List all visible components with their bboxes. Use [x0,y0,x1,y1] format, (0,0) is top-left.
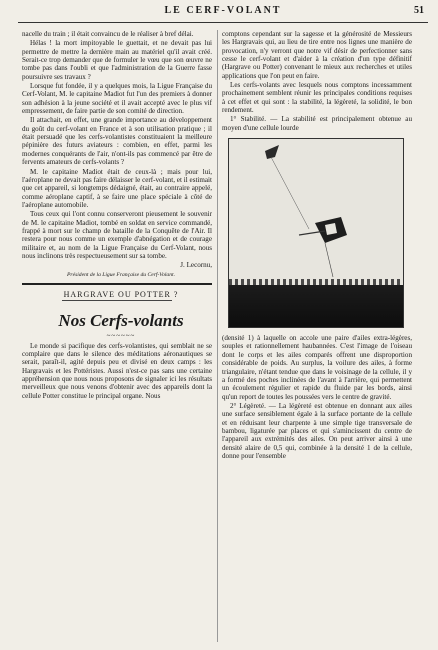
paragraph: 2° Légèreté. — La légèreté est obtenue en donnant aux ailes une surface sensiblement égale à la surface portante de la cellule et en réduisant leur charpente à une simple tige transversale de bambou, ligaturée par places et qui s'amincissent du centre de l'appareil aux extrémités des ailes. On peut arriver ainsi à une densité alaire de 0,5 qui, combinée à la densité 1 de la cellule, donne pour l'ensemble [222,401,412,460]
column-divider [217,30,218,642]
main-kite-cell [325,223,337,235]
ground [229,285,403,327]
section-rule [22,283,212,285]
signature: J. Lecornu, [180,261,212,270]
page-header [18,4,428,23]
paragraph: comptons cependant sur la sagesse et la générosité de Messieurs les Hargravais qui, au lieu de tire entre nos lignes une manière de provocation, n'y verront que notre vif désir de perfectionner sans cesse le cerf-volant et d'aider à la création d'un type définitif (Hargrave ou Potter) convenant le mieux aux recherches et utiles applications que l'on peut en faire. [222,30,412,80]
signature-title: Président de la Ligue Française du Cerf-Volant. [67,271,175,278]
paragraph: (densité 1) à laquelle on accole une paire d'ailes extra-légères, souples et rationnellement haubannées. C'est l'image de l'oiseau dont le corps et les ailes comparés offrent une disproportion considérable de poids. Au surplus, la voilure des ailes, à forme triangulaire, n'étant tendue que dans le voisinage de la cellule, il y a formé des poches inclinées de l'avant à l'arrière, qui permettent un écoulement régulier et rapide du fluide par les bords, ainsi qu'un report de toutes les poussées vers le centre de gravité. [222,334,412,401]
title-ornament: ~~~~~~ [106,332,136,341]
article-title: Nos Cerfs-volants [58,311,184,331]
paragraph: M. le capitaine Madiot était de ceux-là ; mais pour lui, l'aéroplane ne devait pas faire délaisser le cerf-volant, et il estimait que cet appareil, si longtemps dédaigné, était, au contraire appelé, comme aéroplane captif, à se faire une place spéciale à côté de l'aéroplane automobile. [22,167,212,209]
small-kite-icon [265,145,279,159]
paragraph: nacelle du train ; il était convaincu de le réaliser à bref délai. [22,30,194,38]
left-column [22,30,212,644]
paragraph: 1° Stabilité. — La stabilité est principalement obtenue au moyen d'une cellule lourde [222,115,412,132]
right-column [222,30,412,644]
title-rule [62,300,172,301]
paragraph: Tous ceux qui l'ont connu conserveront pieusement le souvenir de M. le capitaine Madiot, tombé en soldat en service commandé, frappé à mort sur le champ de bataille de la Conquête de l'Air. Il restera pour nous comme un exemple d'abnégation et de courage militaire et, au nom de la Ligue Française du Cerf-Volant, nous nous inclinons très respectueusement sur sa tombe. [22,210,212,260]
paragraph: Il attachait, en effet, une grande importance au développement du goût du cerf-volant en France et à son utilisation pratique ; il était persuadé que les cerfs-volantistes constituaient la meilleure pépinière des futurs aviateurs : combien, en effet, parmi les modernes conquérants de l'air, n'ont-ils pas commencé par être de fervents amateurs de cerfs-volants ? [22,116,212,167]
paragraph: Les cerfs-volants avec lesquels nous comptons incessamment prochainement semblent réunir les principales conditions requises à cet effet et qui sont : la stabilité, la légèreté, la solidité, le bon rendement. [222,81,412,115]
kite-line [325,243,333,277]
kite-photograph [228,138,404,328]
journal-title: LE CERF-VOLANT [164,5,282,16]
kite-string [271,157,309,229]
paragraph: Le monde si pacifique des cerfs-volantistes, qui semblait ne se complaire que dans le silence des méditations aéronautiques se serait, paraît-il, agité depuis peu et divisé en deux camps : les Hargravais et les Pottéristes. Aussi n'est-ce pas sans une certaine appréhension que nous nous proposons de signaler ici les résultats merveilleux que nous venons d'obtenir avec des appareils dont la cellule Potter constitue le principal organe. Nous [22,341,212,400]
paragraph: Lorsque fut fondée, il y a quelques mois, la Ligue Française du Cerf-Volant, M. le capitaine Madiot fut l'un des premiers à donner son adhésion à la jeune société et il avait accepté avec le plus vif empressement, de faire partie de son comité de direction. [22,82,212,116]
page-number: 51 [414,5,424,16]
paragraph: Hélas ! la mort impitoyable le guettait, et ne devait pas lui permettre de mettre la dernière main au matériel qu'il avait créé. Serait-ce trop demander que de formuler le vœu que son œuvre ne tombe pas dans l'oubli et que l'administration de la Guerre fasse poursuivre ses travaux ? [22,39,212,81]
section-title: HARGRAVE OU POTTER ? [63,289,179,299]
